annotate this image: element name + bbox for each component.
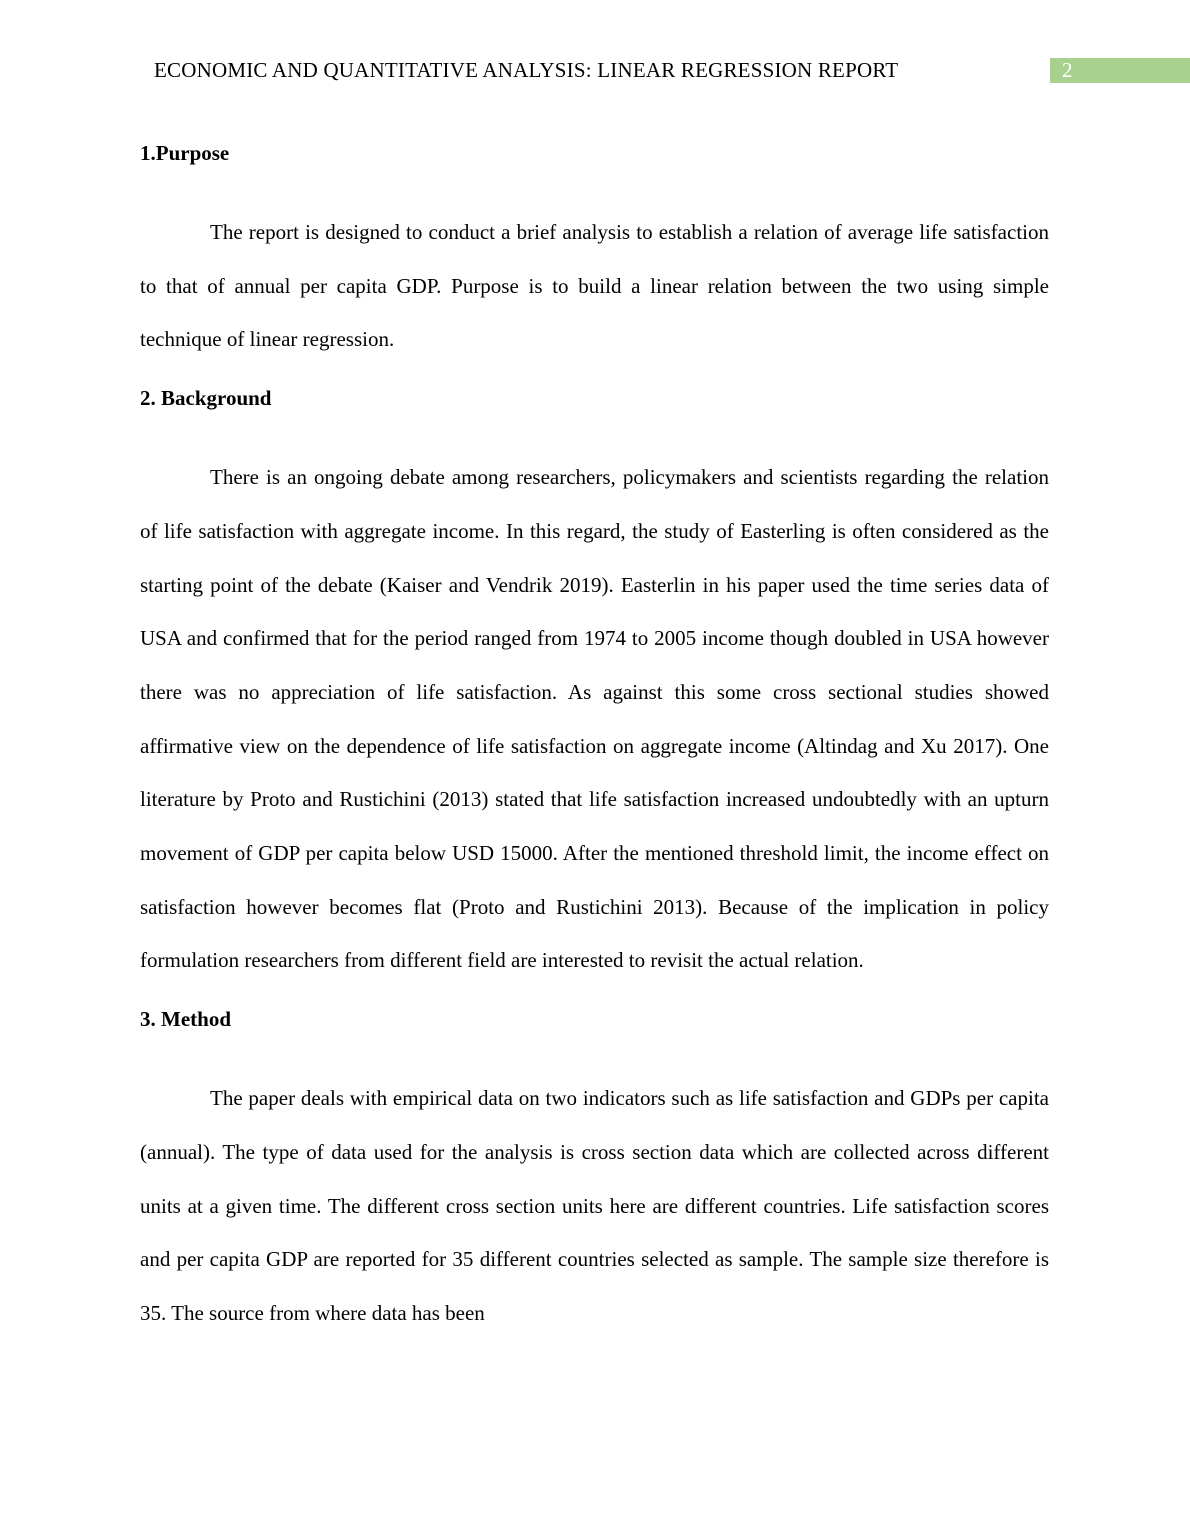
paragraph-purpose: The report is designed to conduct a brief analysis to establish a relation of average life satisfaction to that of annual per capita GDP. Purpose is to build a linear relation between the two using simple technique of linear regression. [140, 220, 1049, 352]
section-background [140, 382, 1049, 988]
section-method [140, 1003, 1049, 1341]
paragraph-method: The paper deals with empirical data on two indicators such as life satisfaction and GDPs per capita (annual). The type of data used for the analysis is cross section data which are collected across different units at a given time. The different cross section units here are different countries. Life satisfaction scores and per capita GDP are reported for 35 different countries selected as sample. The sample size therefore is 35. The source from where data has been [140, 1086, 1049, 1325]
section-purpose [140, 137, 1049, 367]
running-header-title: ECONOMIC AND QUANTITATIVE ANALYSIS: LINEAR REGRESSION REPORT [154, 58, 899, 82]
section-heading-background: 2. Background [140, 386, 272, 411]
document-body [140, 137, 1049, 1356]
paragraph-background: There is an ongoing debate among researchers, policymakers and scientists regarding the relation of life satisfaction with aggregate income. In this regard, the study of Easterling is often considered as the starting point of the debate (Kaiser and Vendrik 2019). Easterlin in his paper used the time series data of USA and confirmed that for the period ranged from 1974 to 2005 income though doubled in USA however there was no appreciation of life satisfaction. As against this some cross sectional studies showed affirmative view on the dependence of life satisfaction on aggregate income (Altindag and Xu 2017). One literature by Proto and Rustichini (2013) stated that life satisfaction increased undoubtedly with an upturn movement of GDP per capita below USD 15000. After the mentioned threshold limit, the income effect on satisfaction however becomes flat (Proto and Rustichini 2013). Because of the implication in policy formulation researchers from different field are interested to revisit the actual relation. [140, 465, 1049, 973]
section-heading-purpose: 1.Purpose [140, 141, 230, 165]
section-heading-method: 3. Method [140, 1007, 231, 1032]
page-number: 2 [1062, 58, 1073, 82]
page-number-badge [1050, 58, 1190, 83]
